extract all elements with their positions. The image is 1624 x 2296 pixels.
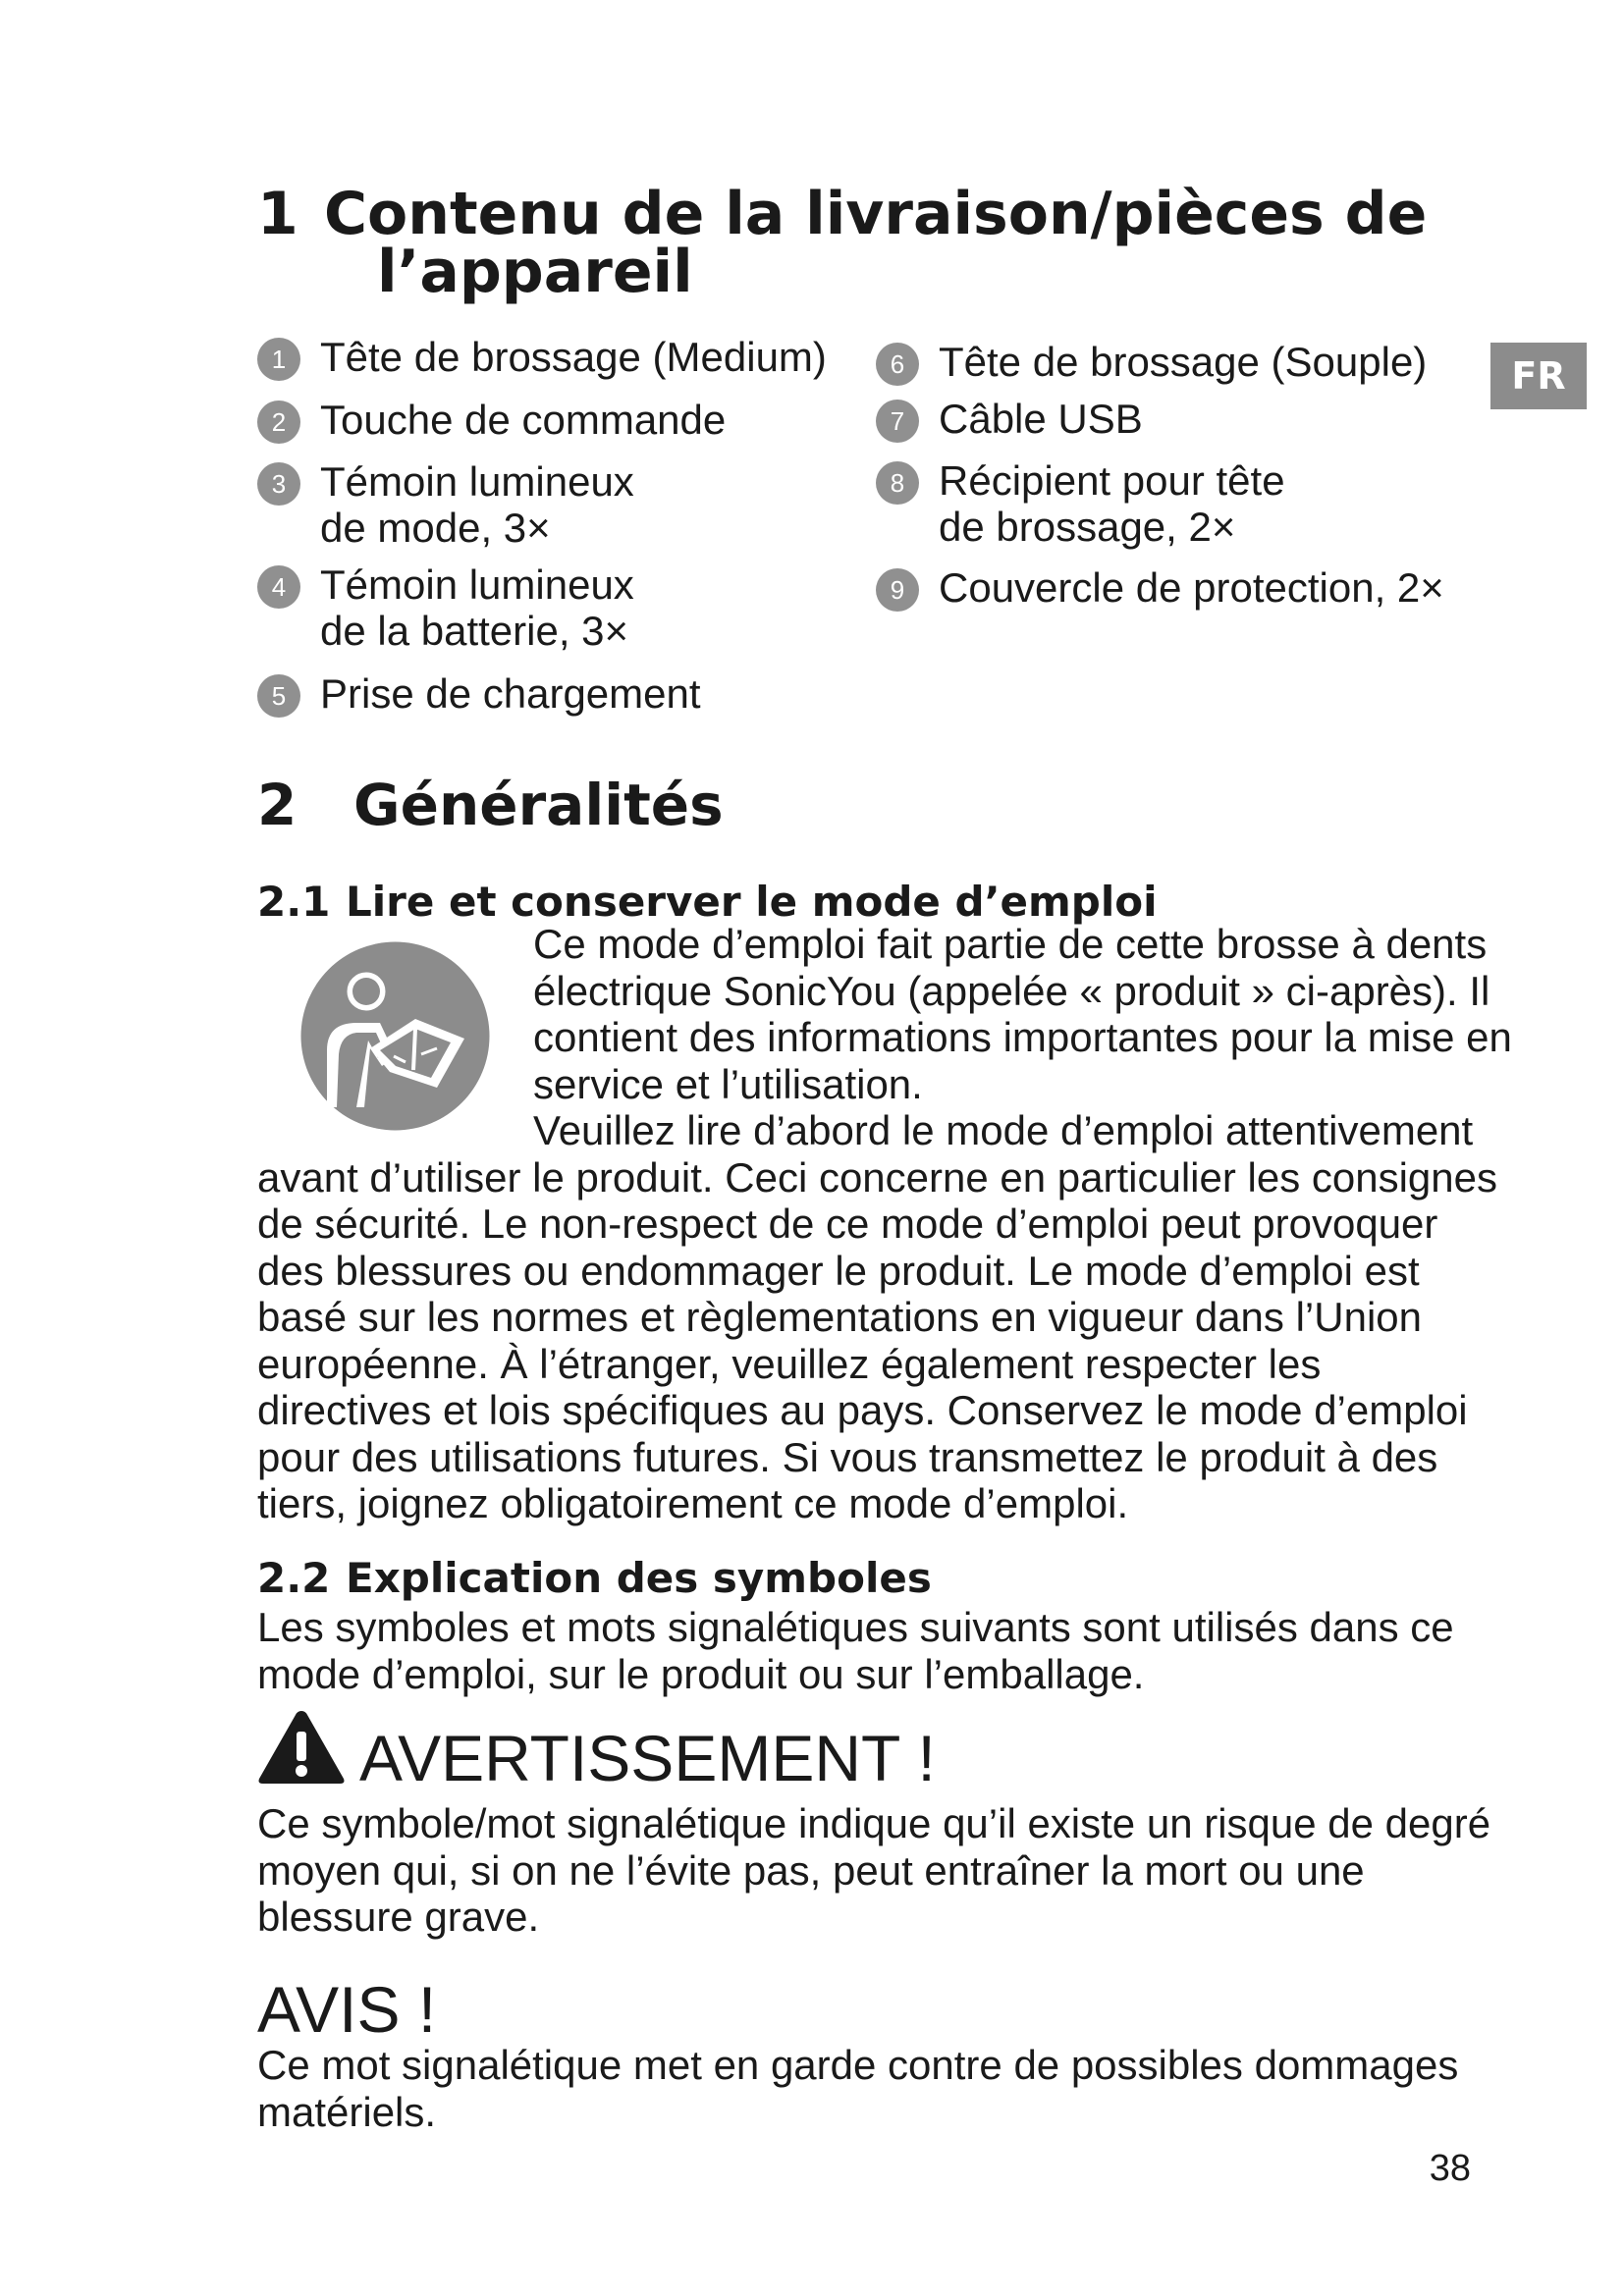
part-number-badge: 1 — [257, 338, 300, 381]
part-number-badge: 6 — [876, 343, 919, 386]
notice-text: Ce mot signalétique met en garde contre de possibles dommages matériels. — [257, 2042, 1459, 2135]
part-number-badge: 2 — [257, 400, 300, 444]
part-item — [876, 339, 1485, 396]
section-2-number: 2 — [257, 772, 298, 838]
part-item — [876, 564, 1485, 623]
part-number-badge: 5 — [257, 674, 300, 718]
part-item — [257, 334, 846, 397]
section-2-title: Généralités — [353, 772, 724, 838]
subsection-2-1-number: 2.1 — [257, 878, 331, 926]
warning-label: AVERTISSEMENT ! — [359, 1722, 936, 1794]
section-1-number: 1 — [257, 180, 298, 248]
section-1-title-line2: l’appareil — [377, 238, 693, 306]
subsection-2-1-title: Lire et conserver le mode d’emploi — [346, 878, 1158, 926]
part-item — [257, 561, 846, 670]
section-1-title-line1: Contenu de la livraison/pièces de — [324, 180, 1428, 248]
part-label: Prise de chargement — [320, 670, 701, 717]
part-number-badge: 7 — [876, 400, 919, 443]
part-number-badge: 8 — [876, 461, 919, 505]
manual-intro-paragraph: Ce mode d’emploi fait partie de cette brosse à dents électrique SonicYou (appelée « produit » ci-après). Il contient des informations importantes pour la mise en service et l’utilisation. — [533, 921, 1512, 1107]
part-label: Tête de brossage (Souple) — [939, 339, 1428, 385]
symbols-intro: Les symboles et mots signalétiques suivants sont utilisés dans ce mode d’emploi, sur le produit ou sur l’emballage. — [257, 1604, 1454, 1697]
part-label: Touche de commande — [320, 397, 727, 443]
notice-label: AVIS ! — [257, 1973, 437, 2046]
subsection-2-2-number: 2.2 — [257, 1554, 331, 1602]
parts-list-right — [876, 339, 1485, 623]
part-number-badge: 3 — [257, 462, 300, 506]
part-label: Témoin lumineux de mode, 3× — [320, 458, 634, 551]
language-tab: FR — [1490, 343, 1587, 409]
part-item — [876, 457, 1485, 564]
part-label: Témoin lumineux de la batterie, 3× — [320, 561, 634, 654]
subsection-2-2-title: Explication des symboles — [346, 1554, 932, 1602]
page-number: 38 — [1429, 2148, 1471, 2189]
warning-triangle-icon — [257, 1708, 346, 1787]
part-label: Couvercle de protection, 2× — [939, 564, 1444, 611]
part-item — [257, 397, 846, 458]
part-label: Câble USB — [939, 396, 1143, 442]
part-number-badge: 9 — [876, 568, 919, 612]
parts-list-left — [257, 334, 846, 729]
part-label: Tête de brossage (Medium) — [320, 334, 827, 380]
read-manual-icon — [299, 940, 491, 1132]
part-item — [876, 396, 1485, 457]
part-label: Récipient pour tête de brossage, 2× — [939, 457, 1285, 550]
part-number-badge: 4 — [257, 565, 300, 609]
warning-text: Ce symbole/mot signalétique indique qu’il existe un risque de degré moyen qui, si on ne l’évite pas, peut entraîner la mort ou une blessure grave. — [257, 1800, 1491, 1940]
manual-read-paragraph: Veuillez lire d’abord le mode d’emploi attentivement avant d’utiliser le produit. Ceci concerne en particulier les consignes de sécurité. Le non-respect de ce mode d’emploi peut provoquer des blessures ou endommager le produit. Le mode d’emploi est basé sur les normes et règlementations en vigueur dans l’Union européenne. À l’étranger, veuillez également respecter les directives et lois spécifiques au pays. Conservez le mode d’emploi pour des utilisations futures. Si vous transmettez le produit à des tiers, joignez obligatoirement ce mode d’emploi. — [257, 1107, 1497, 1526]
part-item — [257, 458, 846, 561]
part-item — [257, 670, 846, 729]
